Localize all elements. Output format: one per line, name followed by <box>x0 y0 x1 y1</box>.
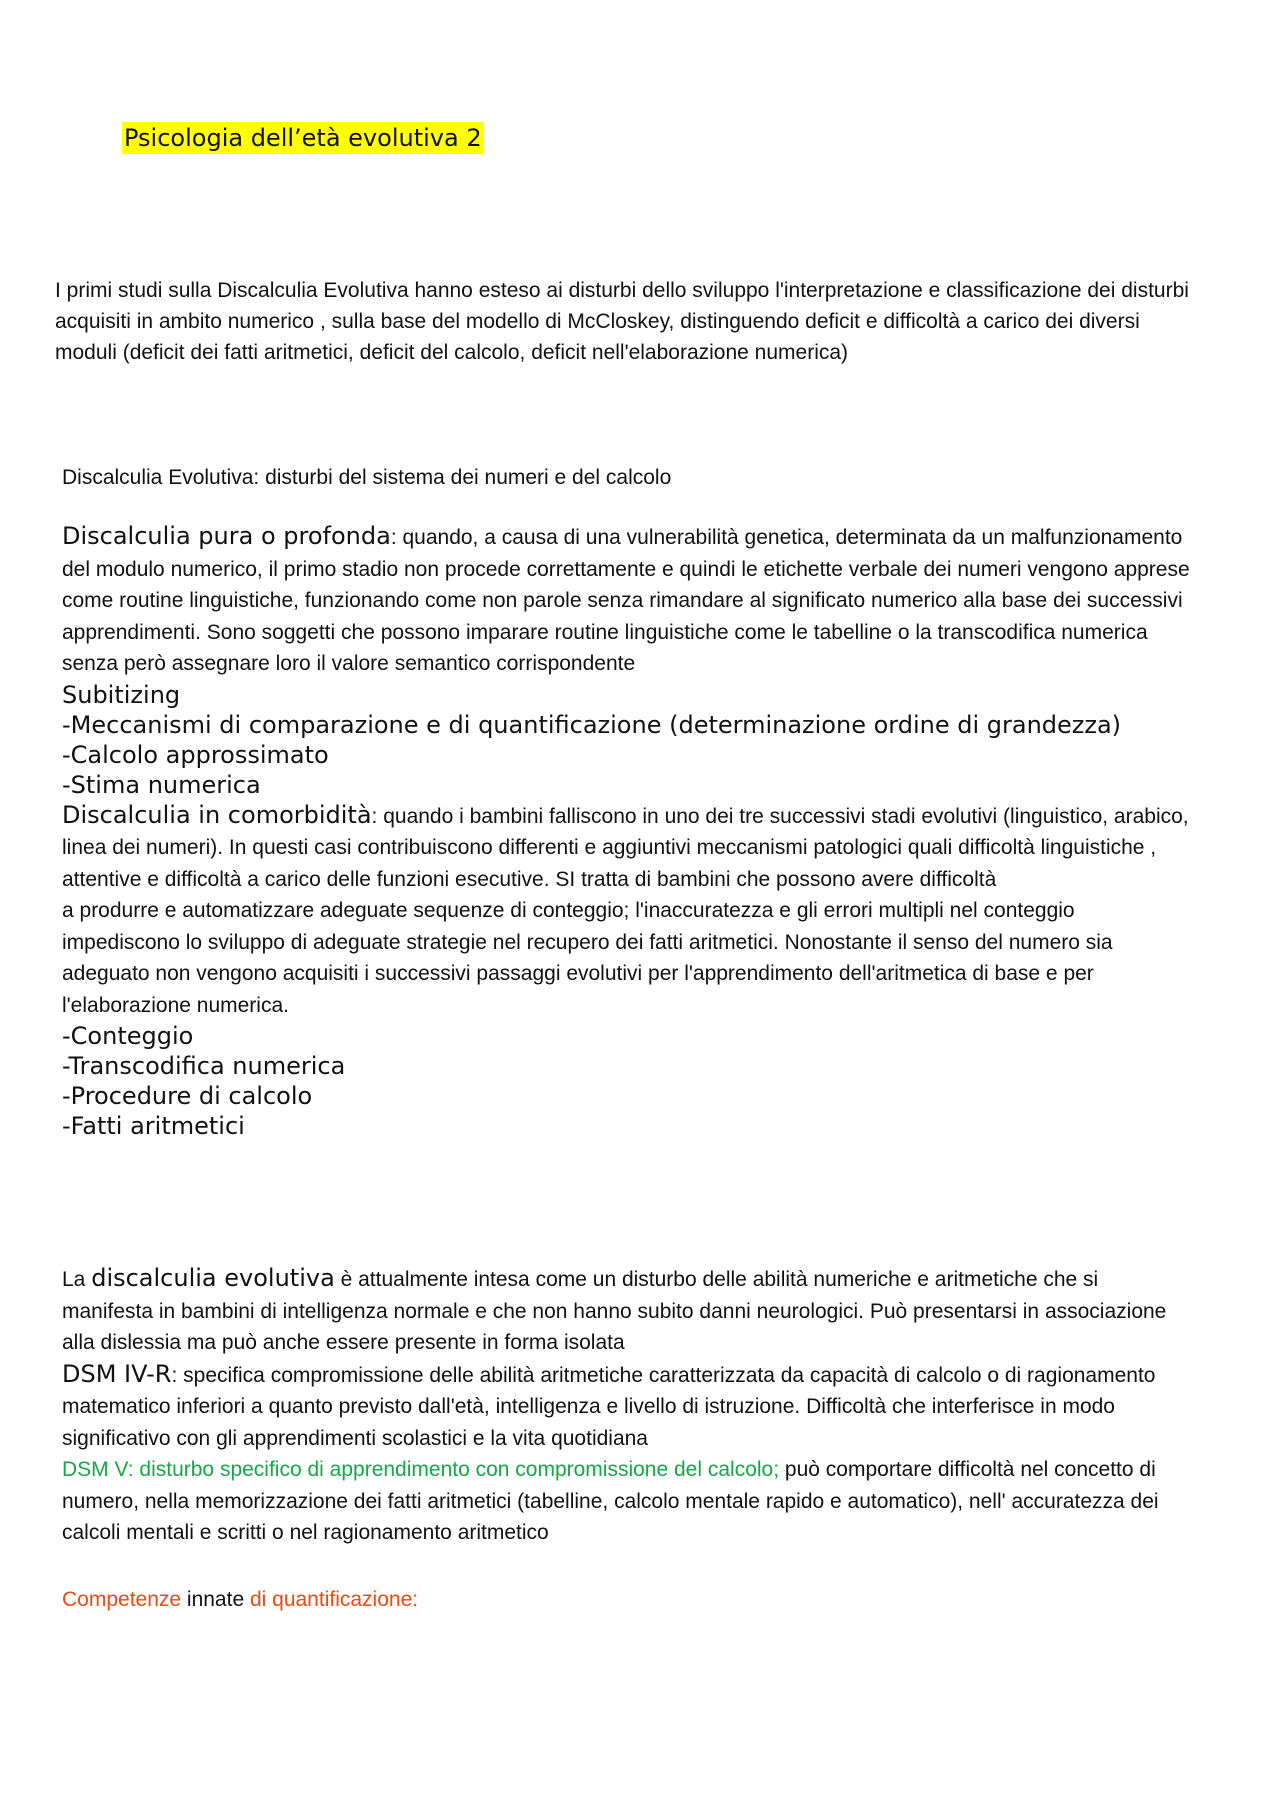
pura-list-item: -Meccanismi di comparazione e di quantificazione (determinazione ordine di grandezza) <box>62 710 1122 739</box>
comorbidita-paragraph-2: a produrre e automatizzare adeguate sequenze di conteggio; l'inaccuratezza e gli errori multipli nel conteggio impediscono lo sviluppo di adeguate strategie nel recupero dei fatti aritmetici. Nonostante il senso del numero sia adeguato non vengono acquisiti i successivi passaggi evolutivi per l'apprendimento dell'aritmetica di base e per l'elaborazione numerica. <box>62 899 1113 1017</box>
dsm4-text: : specifica compromissione delle abilità aritmetiche caratterizzata da capacità di calcolo o di ragionamento matematico inferiori a quanto previsto dall'età, intelligenza e livello di istruzione. Difficoltà che interferisce in modo significativo con gli apprendimenti scolastici e la vita quotidiana <box>62 1363 1156 1450</box>
comorbidita-list-item: -Procedure di calcolo <box>62 1082 313 1110</box>
comorbidita-text: : quando i bambini falliscono in uno dei tre successivi stadi evolutivi (linguistico, arabico, linea dei numeri). In questi casi contribuiscono differenti e aggiuntivi meccanismi patologici quali difficoltà linguistiche , attentive e difficoltà a carico delle funzioni esecutive. SI tratta di bambini che possono avere difficoltà <box>62 804 1189 891</box>
intro-paragraph: I primi studi sulla Discalculia Evolutiva hanno esteso ai disturbi dello sviluppo l'interpretazione e classificazione dei disturbi acquisiti in ambito numerico , sulla base del modello di McCloskey, distinguendo deficit e difficoltà a carico dei diversi moduli (deficit dei fatti aritmetici, deficit del calcolo, deficit nell'elaborazione numerica) <box>55 279 1189 364</box>
comorbidita-paragraph <box>62 800 1192 896</box>
comorbidita-term: Discalculia in comorbidità <box>62 800 372 829</box>
comorbidita-list-item: -Fatti aritmetici <box>62 1112 245 1140</box>
pura-text: : quando, a causa di una vulnerabilità genetica, determinata da un malfunzionamento del modulo numerico, il primo stadio non procede correttamente e quindi le etichette verbale dei numeri vengono apprese come routine linguistiche, funzionando come non parole senza rimandare al significato numerico alla base dei successivi apprendimenti. Sono soggetti che possono imparare routine linguistiche come le tabelline o la transcodifica numerica senza però assegnare loro il valore semantico corrispondente <box>62 526 1190 675</box>
section-heading: Discalculia Evolutiva: disturbi del sistema dei numeri e del calcolo <box>62 466 672 489</box>
definition-prefix: La <box>62 1268 92 1291</box>
competenze-part1: Competenze <box>62 1588 182 1611</box>
competenze-part3: di quantificazione: <box>249 1588 419 1611</box>
dsm5-highlight: DSM V: disturbo specifico di apprendimento con compromissione del calcolo; <box>62 1458 780 1481</box>
dsm4-paragraph <box>62 1359 1192 1455</box>
pura-list-item: -Stima numerica <box>62 770 261 799</box>
pura-list-item: -Calcolo approssimato <box>62 740 329 769</box>
definition-term: discalculia evolutiva <box>91 1264 335 1292</box>
comorbidita-list-item: -Transcodifica numerica <box>62 1052 346 1080</box>
definition-paragraph <box>62 1263 1192 1359</box>
document-title: Psicologia dell’età evolutiva 2 <box>124 124 482 152</box>
definitions-section <box>62 1263 1192 1549</box>
comorbidita-list-item: -Conteggio <box>62 1022 194 1050</box>
dsm4-term: DSM IV-R <box>62 1359 172 1388</box>
dsm5-paragraph <box>62 1454 1192 1549</box>
pura-paragraph <box>62 521 1192 680</box>
pura-list-item: Subitizing <box>62 680 181 709</box>
main-content <box>62 521 1192 1141</box>
definition-text: è attualmente intesa come un disturbo delle abilità numeriche e aritmetiche che si manifesta in bambini di intelligenza normale e che non hanno subito danni neurologici. Può presentarsi in associazione alla dislessia ma può anche essere presente in forma isolata <box>62 1268 1167 1354</box>
pura-term: Discalculia pura o profonda <box>62 522 391 550</box>
competenze-line <box>62 1584 1192 1616</box>
competenze-part2: innate <box>181 1588 250 1611</box>
dsm5-text: può comportare difficoltà nel concetto di numero, nella memorizzazione dei fatti aritmetici (tabelline, calcolo mentale rapido e automatico), nell' accuratezza dei calcoli mentali e scritti o nel ragionamento aritmetico <box>62 1458 1159 1544</box>
